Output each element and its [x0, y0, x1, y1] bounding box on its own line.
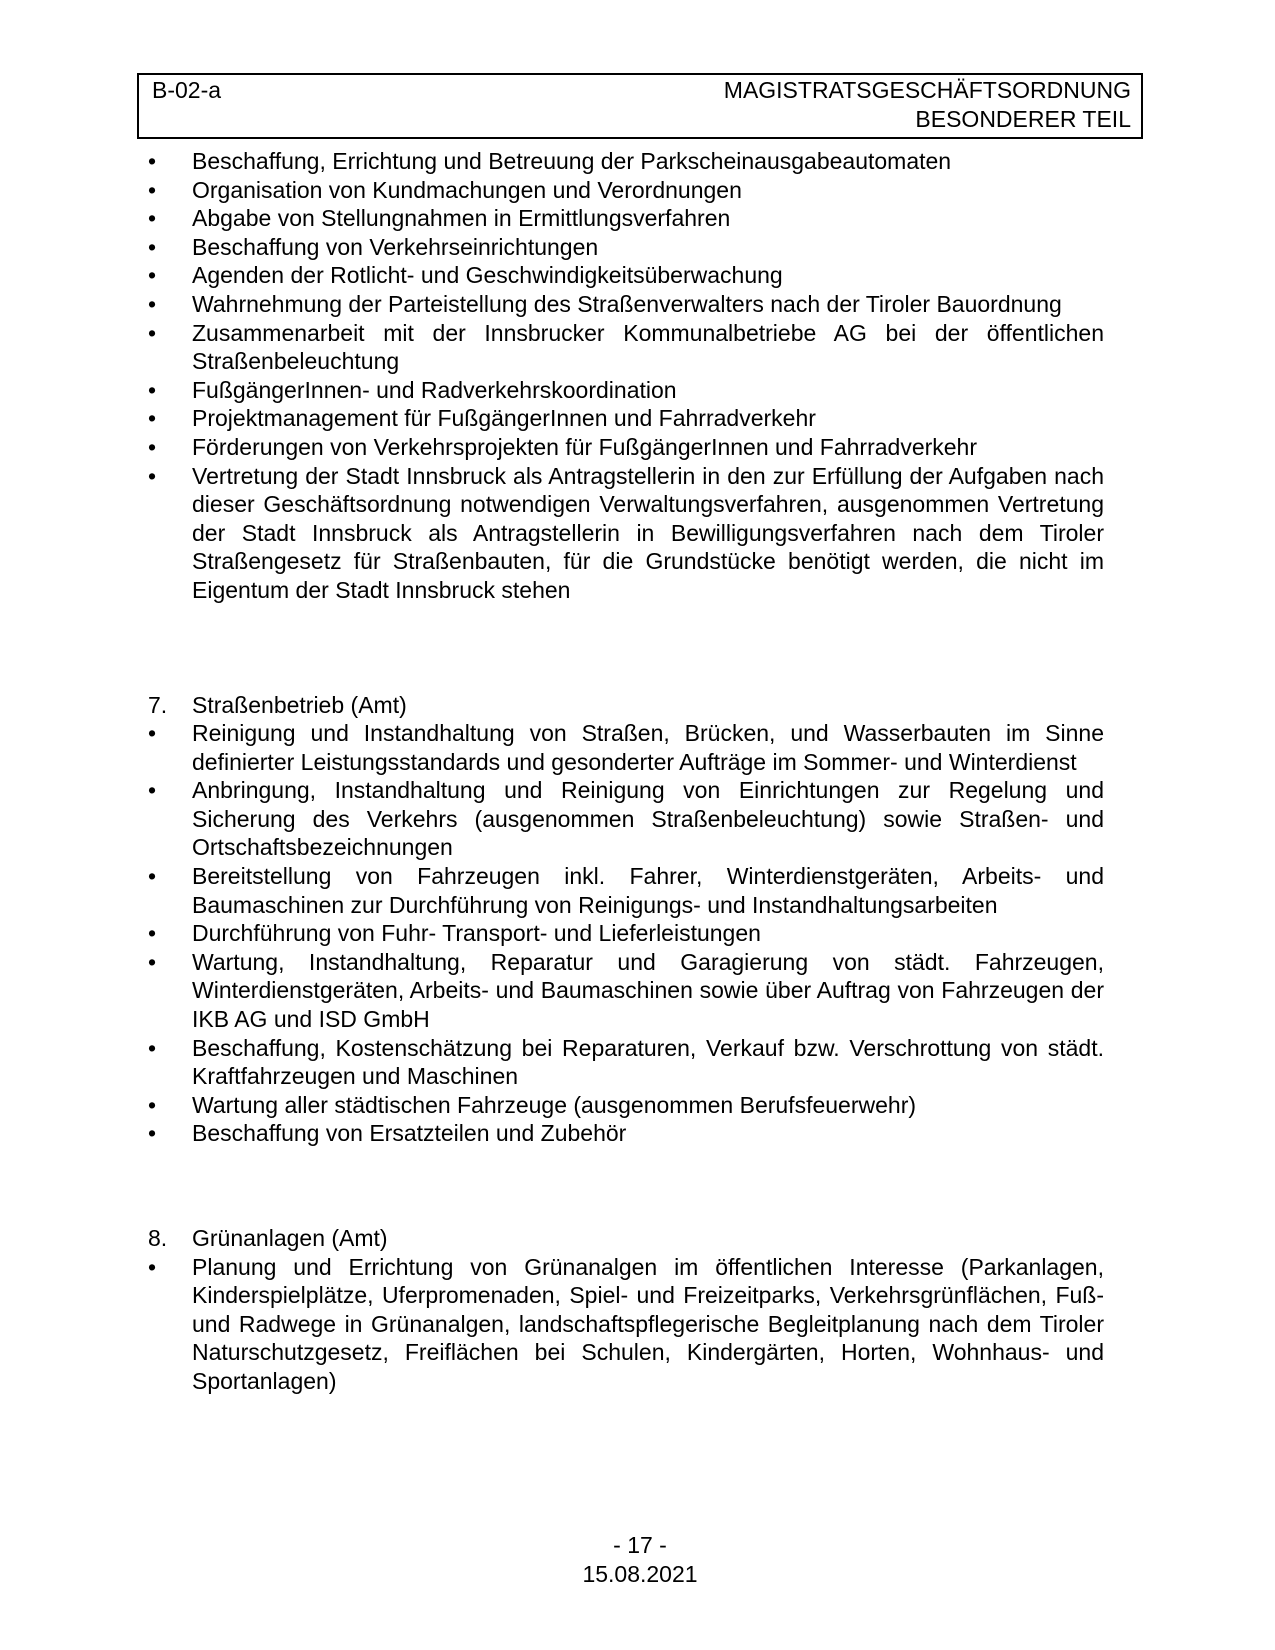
section-heading: [148, 1224, 1104, 1253]
list-item: [148, 948, 1104, 1034]
list-item-text: Zusammenarbeit mit der Innsbrucker Kommunalbetriebe AG bei der öffentlichen Straßenbeleuchtung: [192, 319, 1104, 375]
section-title: Straßenbetrieb (Amt): [192, 691, 407, 718]
list-item: [148, 1253, 1104, 1396]
list-item: [148, 1119, 1104, 1148]
bullet-icon: •: [148, 262, 157, 289]
list-item: [148, 176, 1104, 205]
bullet-icon: •: [148, 920, 157, 947]
list-item: [148, 404, 1104, 433]
bullet-icon: •: [148, 1120, 157, 1147]
list-item-text: Bereitstellung von Fahrzeugen inkl. Fahrer, Winterdienstgeräten, Arbeits- und Baumaschinen zur Durchführung von Reinigungs- und Instandhaltungsarbeiten: [192, 863, 1104, 918]
list-item: [148, 776, 1104, 862]
bullet-icon: •: [148, 233, 157, 260]
list-item: [148, 204, 1104, 233]
bullet-icon: •: [148, 720, 157, 747]
doc-code: B-02-a: [152, 77, 222, 103]
section-number: 7.: [148, 691, 168, 718]
doc-title: [724, 76, 1131, 133]
bullet-icon: •: [148, 462, 157, 489]
list-item-text: Durchführung von Fuhr- Transport- und Lieferleistungen: [192, 920, 761, 947]
list-item-text: Vertretung der Stadt Innsbruck als Antragstellerin in den zur Erfüllung der Aufgaben nach dieser Geschäftsordnung notwendigen Verwaltungsverfahren, ausgenommen Vertretung der Stadt Innsbruck als Antragstellerin in Bewilligungsverfahren nach dem Tiroler Straßengesetz für Straßenbauten, für die Grundstücke benötigt werden, die nicht im Eigentum der Stadt Innsbruck stehen: [192, 462, 1104, 603]
document-header: [137, 73, 1143, 139]
list-item-text: Beschaffung von Verkehrseinrichtungen: [192, 233, 599, 260]
list-item: [148, 1034, 1104, 1091]
bullet-icon: •: [148, 290, 157, 317]
list-item: [148, 462, 1104, 605]
list-item-text: Förderungen von Verkehrsprojekten für FußgängerInnen und Fahrradverkehr: [192, 433, 978, 460]
list-item-text: Organisation von Kundmachungen und Verordnungen: [192, 176, 742, 203]
page-number: - 17 -: [613, 1532, 667, 1558]
section-number: 8.: [148, 1225, 168, 1251]
list-item: [148, 261, 1104, 290]
section-title: Grünanlagen (Amt): [192, 1225, 388, 1251]
list-item: [148, 433, 1104, 462]
list-item: [148, 719, 1104, 776]
bullet-icon: •: [148, 1253, 157, 1280]
list-item-text: Agenden der Rotlicht- und Geschwindigkeitsüberwachung: [192, 262, 783, 289]
list-item-text: Beschaffung von Ersatzteilen und Zubehör: [192, 1120, 627, 1147]
bullet-icon: •: [148, 176, 157, 203]
bullet-icon: •: [148, 948, 157, 975]
bullet-icon: •: [148, 1091, 157, 1118]
list-item: [148, 290, 1104, 319]
section-heading: [148, 691, 1104, 720]
list-item-text: Wahrnehmung der Parteistellung des Straßenverwalters nach der Tiroler Bauordnung: [192, 290, 1062, 317]
list-item-text: Abgabe von Stellungnahmen in Ermittlungsverfahren: [192, 205, 731, 232]
list-item-text: Anbringung, Instandhaltung und Reinigung von Einrichtungen zur Regelung und Sicherung des Verkehrs (ausgenommen Straßenbeleuchtung) sowie Straßen- und Ortschaftsbezeichnungen: [192, 777, 1104, 861]
list-item: [148, 233, 1104, 262]
list-item-text: Beschaffung, Kostenschätzung bei Reparaturen, Verkauf bzw. Verschrottung von städt. Kraftfahrzeugen und Maschinen: [192, 1034, 1104, 1090]
bullet-icon: •: [148, 148, 157, 174]
doc-title-line2: BESONDERER TEIL: [915, 105, 1131, 132]
bullet-icon: •: [148, 205, 157, 232]
list-item-text: Projektmanagement für FußgängerInnen und Fahrradverkehr: [192, 405, 816, 432]
list-item: [148, 147, 1104, 176]
page-footer: [137, 1531, 1143, 1588]
list-item-text: Reinigung und Instandhaltung von Straßen, Brücken, und Wasserbauten im Sinne definierter Leistungsstandards und gesonderter Aufträge im Sommer- und Winterdienst: [192, 720, 1104, 775]
list-item-text: FußgängerInnen- und Radverkehrskoordination: [192, 376, 677, 403]
list-item-text: Beschaffung, Errichtung und Betreuung der Parkscheinausgabeautomaten: [192, 148, 952, 174]
bullet-icon: •: [148, 405, 157, 432]
list-item: [148, 862, 1104, 919]
list-item: [148, 919, 1104, 948]
bullet-icon: •: [148, 1034, 157, 1061]
list-item: [148, 1091, 1104, 1120]
list-item: [148, 376, 1104, 405]
footer-date: 15.08.2021: [582, 1560, 698, 1587]
list-item-text: Planung und Errichtung von Grünanalgen im öffentlichen Interesse (Parkanlagen, Kinderspielplätze, Uferpromenaden, Spiel- und Freizeitparks, Verkehrsgrünflächen, Fuß- und Radwege in Grünanalgen, landschaftspflegerische Begleitplanung nach dem Tiroler Naturschutzgesetz, Freiflächen bei Schulen, Kindergärten, Horten, Wohnhaus- und Sportanlagen): [192, 1253, 1104, 1394]
doc-title-line1: MAGISTRATSGESCHÄFTSORDNUNG: [723, 77, 1131, 103]
list-item: [148, 319, 1104, 376]
list-item-text: Wartung, Instandhaltung, Reparatur und Garagierung von städt. Fahrzeugen, Winterdienstgeräten, Arbeits- und Baumaschinen sowie über Auftrag von Fahrzeugen der IKB AG und ISD GmbH: [192, 948, 1104, 1033]
list-item-text: Wartung aller städtischen Fahrzeuge (ausgenommen Berufsfeuerwehr): [192, 1091, 917, 1118]
bullet-icon: •: [148, 433, 157, 460]
bullet-icon: •: [148, 777, 157, 804]
bullet-icon: •: [148, 319, 157, 346]
bullet-icon: •: [148, 863, 157, 890]
bullet-icon: •: [148, 376, 157, 403]
document-body: [148, 147, 1104, 1396]
